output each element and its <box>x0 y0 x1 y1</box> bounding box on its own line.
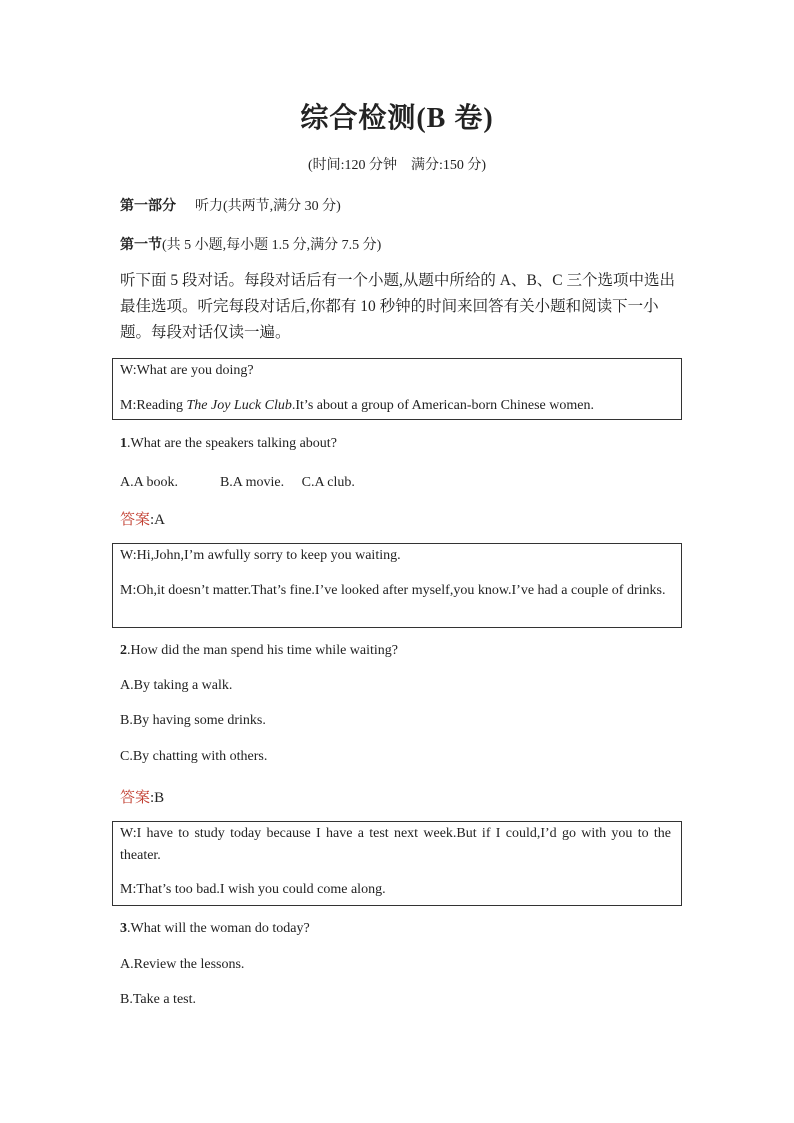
section1-text: (共 5 小题,每小题 1.5 分,满分 7.5 分) <box>162 238 382 253</box>
dialogue-box-2 <box>112 543 682 628</box>
question-1-options: A.A book. B.A movie. C.A club. <box>120 475 355 490</box>
section1-heading <box>120 234 381 254</box>
dialogue-line-woman: W:Hi,John,I’m awfully sorry to keep you waiting. <box>120 548 401 563</box>
section1-label: 第一节 <box>120 238 162 253</box>
exam-time-score: (时间:120 分钟 满分:150 分) <box>307 158 487 173</box>
answer-2 <box>120 786 164 807</box>
question-text: .What are the speakers talking about? <box>127 436 337 451</box>
answer-value: :B <box>150 790 165 806</box>
question-text: .What will the woman do today? <box>127 921 310 936</box>
part1-label: 第一部分 <box>120 199 176 214</box>
answer-1 <box>120 508 165 529</box>
option-c: C.By chatting with others. <box>120 749 268 764</box>
question-2 <box>120 643 398 659</box>
dialogue-line-man: M:Oh,it doesn’t matter.That’s fine.I’ve looked after myself,you know.I’ve had a couple of drinks. <box>120 583 666 598</box>
page-title: 综合检测(B 卷) <box>300 103 494 134</box>
question-1 <box>120 436 337 452</box>
part1-heading <box>120 195 341 215</box>
answer-label: 答案 <box>120 790 151 806</box>
option-a: A.Review the lessons. <box>120 957 245 972</box>
dialogue-line-man <box>120 398 673 414</box>
option-b: B.Take a test. <box>120 992 196 1007</box>
question-number: 3 <box>120 921 127 936</box>
dialogue-text: .It’s about a group of American-born Chinese women. <box>291 398 594 413</box>
dialogue-line-woman: W:I have to study today because I have a test next week.But if I could,I’d go with you to the theater. <box>120 826 671 863</box>
book-title: The Joy Luck Club <box>186 398 292 413</box>
question-text: .How did the man spend his time while waiting? <box>127 643 399 658</box>
answer-value: :A <box>150 512 166 528</box>
dialogue-box-1 <box>112 358 682 420</box>
option-a: A.By taking a walk. <box>120 678 233 693</box>
answer-label: 答案 <box>120 512 151 528</box>
listening-instructions: 听下面 5 段对话。每段对话后有一个小题,从题中所给的 A、B、C 三个选项中选出最佳选项。听完每段对话后,你都有 10 秒钟的时间来回答有关小题和阅读下一小题。每段对话仅读一遍。 <box>120 272 675 341</box>
question-number: 2 <box>120 643 127 658</box>
option-b: B.By having some drinks. <box>120 713 266 728</box>
dialogue-line-woman: W:What are you doing? <box>120 363 254 378</box>
dialogue-line-man: M:That’s too bad.I wish you could come along. <box>120 882 386 897</box>
dialogue-box-3 <box>112 821 682 906</box>
question-number: 1 <box>120 436 127 451</box>
dialogue-text: M:Reading <box>120 398 187 413</box>
part1-text: 听力(共两节,满分 30 分) <box>195 199 341 214</box>
question-3 <box>120 921 310 937</box>
